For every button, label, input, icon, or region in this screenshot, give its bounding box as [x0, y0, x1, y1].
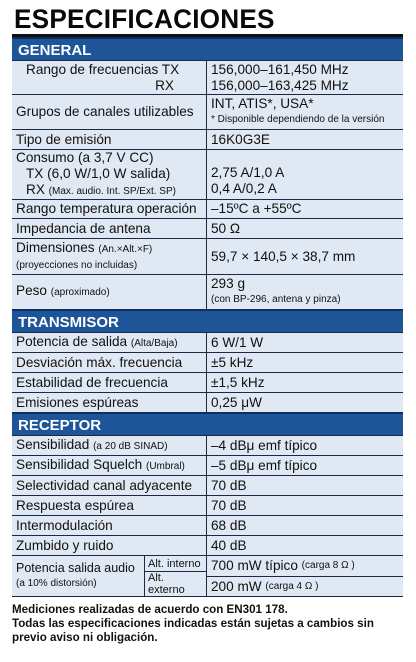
row-label: Selectividad canal adyacente	[12, 476, 207, 495]
row-frequency-range	[12, 60, 403, 94]
row-value: 59,7 × 140,5 × 38,7 mm	[211, 248, 356, 264]
groups-note: * Disponible dependiendo de la versión	[211, 114, 385, 125]
table-row	[12, 435, 403, 455]
peso-note: (con BP-296, antena y pinza)	[211, 294, 341, 305]
table-row	[12, 455, 403, 475]
row-label: Tipo de emisión	[12, 130, 207, 149]
row-antenna-impedance	[12, 218, 403, 238]
row-label	[12, 333, 207, 352]
row-value: 70 dB	[211, 497, 247, 513]
peso-label: Peso	[16, 283, 47, 298]
row-weight	[12, 274, 403, 309]
row-label: Impedancia de antena	[12, 219, 207, 238]
table-row	[12, 515, 403, 535]
label-text: Sensibilidad	[16, 436, 90, 452]
row-label: Estabilidad de frecuencia	[12, 373, 207, 392]
audio-int-label: Alt. interno	[148, 557, 201, 570]
row-label: Intermodulación	[12, 516, 207, 535]
footnote	[12, 603, 407, 645]
row-label	[12, 61, 207, 94]
audio-values	[207, 556, 403, 596]
row-value	[207, 275, 403, 309]
row-emission-type	[12, 129, 403, 149]
label-text: Sensibilidad Squelch	[16, 456, 143, 472]
table-row	[12, 392, 403, 412]
row-dimensions	[12, 238, 403, 274]
row-label: Desviación máx. frecuencia	[12, 353, 207, 372]
consumo-rx-label: RX	[26, 181, 45, 197]
freq-tx-value: 156,000–161,450 MHz	[211, 61, 349, 77]
dim-note: (proyecciones no incluidas)	[16, 259, 138, 271]
row-value: ±5 kHz	[211, 354, 254, 370]
row-channel-groups	[12, 94, 403, 129]
consumo-rx-value: 0,4 A/0,2 A	[211, 180, 277, 196]
row-value: –15ºC a +55ºC	[211, 201, 302, 216]
row-label	[12, 456, 207, 475]
section-header-receptor: RECEPTOR	[12, 412, 403, 435]
table-row	[12, 372, 403, 392]
row-value: 16K0G3E	[211, 131, 270, 147]
row-value	[207, 61, 403, 94]
label-text: Potencia de salida	[16, 333, 128, 349]
peso-value: 293 g	[211, 276, 246, 291]
audio-ext-value	[207, 576, 403, 597]
row-value: 6 W/1 W	[211, 334, 264, 350]
label-small: (Umbral)	[146, 460, 185, 472]
audio-speaker-column	[145, 556, 207, 596]
row-label	[12, 239, 207, 274]
row-value: ±1,5 kHz	[211, 374, 265, 390]
section-header-general: GENERAL	[12, 37, 403, 60]
row-value	[207, 150, 403, 199]
page-title: ESPECIFICACIONES	[14, 4, 275, 34]
table-row	[12, 475, 403, 495]
row-value: 0,25 μW	[211, 394, 262, 410]
audio-int-note: (carga 8 Ω )	[301, 560, 355, 572]
row-label	[12, 275, 207, 309]
freq-label-rx: RX	[155, 77, 174, 93]
audio-ext-text: 200 mW	[211, 578, 262, 594]
table-row	[12, 332, 403, 352]
audio-int-text: 700 mW típico	[211, 558, 298, 574]
row-label	[12, 436, 207, 455]
footnote-line-2: Todas las especificaciones indicadas están sujetas a cambios sin previo aviso ni obligación.	[12, 617, 374, 644]
peso-label-small: (aproximado)	[50, 287, 110, 298]
row-value	[207, 95, 403, 129]
audio-int-value	[207, 556, 403, 576]
row-label: Zumbido y ruido	[12, 536, 207, 555]
label-small: (Alta/Baja)	[130, 337, 178, 349]
row-audio-output	[12, 555, 403, 597]
row-label: Emisiones espúreas	[12, 393, 207, 412]
label-small: (a 20 dB SINAD)	[93, 440, 168, 452]
consumo-tx-value: 2,75 A/1,0 A	[211, 164, 285, 180]
spec-table	[12, 37, 403, 597]
consumo-rx-note: (Max. audio. Int. SP/Ext. SP)	[48, 185, 176, 197]
audio-ext-note: (carga 4 Ω )	[265, 580, 319, 592]
row-label	[12, 556, 145, 596]
freq-rx-value: 156,000–163,425 MHz	[211, 77, 349, 93]
row-value: 50 Ω	[211, 220, 241, 236]
row-value: 40 dB	[211, 537, 247, 553]
dim-label: Dimensiones	[16, 239, 95, 255]
consumo-tx-label: TX (6,0 W/1,0 W salida)	[26, 165, 171, 181]
audio-ext-label: Alt. externo	[145, 571, 206, 596]
row-power-consumption	[12, 149, 403, 199]
row-temperature	[12, 199, 403, 218]
row-label	[12, 150, 207, 199]
row-value: –4 dBμ emf típico	[211, 437, 318, 453]
dim-label-small: (An.×Alt.×F)	[98, 243, 153, 255]
table-row	[12, 352, 403, 372]
row-value: –5 dBμ emf típico	[211, 457, 318, 473]
row-value: 70 dB	[211, 477, 247, 493]
groups-value: INT, ATIS*, USA*	[211, 96, 314, 111]
table-row	[12, 495, 403, 515]
row-value: 68 dB	[211, 517, 247, 533]
row-label: Grupos de canales utilizables	[12, 95, 207, 129]
audio-note: (a 10% distorsión)	[16, 578, 97, 589]
table-row	[12, 535, 403, 555]
row-label: Respuesta espúrea	[12, 496, 207, 515]
audio-label: Potencia salida audio	[16, 561, 135, 575]
freq-label-tx: Rango de frecuencias TX	[26, 61, 180, 77]
footnote-line-1: Mediciones realizadas de acuerdo con EN301 178.	[12, 603, 288, 616]
section-header-transmisor: TRANSMISOR	[12, 309, 403, 332]
consumo-label: Consumo (a 3,7 V CC)	[16, 149, 154, 165]
row-label: Rango temperatura operación	[12, 200, 207, 218]
